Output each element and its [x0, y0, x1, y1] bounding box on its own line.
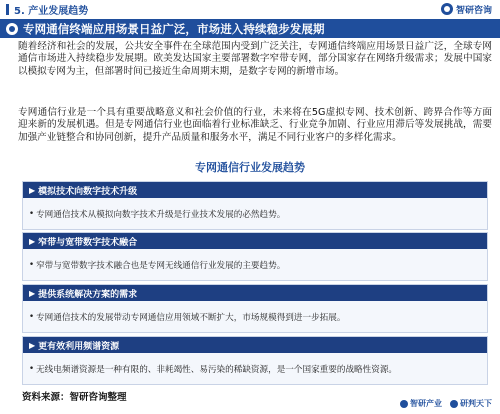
footer-logo-icon [450, 400, 458, 408]
footer-logo-1-text: 智研产业 [410, 399, 442, 408]
trend-title: 专网通信行业发展趋势 [195, 161, 305, 174]
bullet-icon: • [29, 311, 35, 322]
trend-card-body-text: 专网通信技术的发展带动专网通信应用领域不断扩大，市场规模得到进一步拓展。 [36, 312, 346, 323]
title-bar [0, 19, 500, 38]
arrow-right-icon: ▶ [29, 340, 36, 350]
trend-card-head-text: 更有效利用频谱资源 [38, 341, 120, 352]
trend-card-body [23, 353, 487, 384]
source-note: 资料来源：智研咨询整理 [22, 392, 127, 403]
footer-logo-2-text: 研判天下 [460, 399, 492, 408]
brand-name: 智研咨询 [455, 5, 492, 16]
arrow-right-icon: ▶ [29, 288, 36, 298]
trend-card-body [23, 249, 487, 280]
trend-card-2 [22, 232, 488, 281]
trend-card-body-text: 无线电频谱资源是一种有限的、非耗竭性、易污染的稀缺资源，是一个国家重要的战略性资源。 [36, 364, 398, 375]
trend-card-head [23, 182, 487, 198]
footer-logos [400, 398, 492, 409]
trend-card-3 [22, 284, 488, 333]
trend-card-1 [22, 181, 488, 230]
bullet-icon: • [29, 363, 35, 374]
footer-logo-2 [450, 398, 492, 409]
paragraph-2: 专网通信行业是一个具有重要战略意义和社会价值的行业，未来将在5G虚拟专网、技术创新、跨界合作等方面迎来新的发展机遇。但是专网通信行业也面临着行业标准缺乏、行业竞争加剧、行业应用滞后等发展挑战，需要加强产业链整合和协同创新，提升产品质量和服务水平，满足不同行业客户的多样化需求。 [18, 107, 492, 143]
brand [441, 3, 492, 16]
trend-card-4 [22, 336, 488, 385]
bullet-icon: • [29, 259, 35, 270]
page-title: 专网通信终端应用场景日益广泛，市场进入持续稳步发展期 [23, 21, 325, 36]
trend-card-head-text: 提供系统解决方案的需求 [38, 289, 138, 300]
trend-card-body-text: 窄带与宽带数字技术融合也是专网无线通信行业发展的主要趋势。 [36, 260, 286, 271]
arrow-right-icon: ▶ [29, 236, 36, 246]
bullet-icon: • [29, 208, 35, 219]
footer-logo-1 [400, 398, 442, 409]
section-label [6, 2, 88, 17]
footer-logo-icon [400, 400, 408, 408]
paragraph-1: 随着经济和社会的发展，公共安全事件在全球范围内受到广泛关注，专网通信终端应用场景日益广泛，全球专网通信市场进入持续稳步发展期。欧美发达国家主要部署数字窄带专网，部分国家存在网络升级需求；发展中国家以模拟专网为主，但部署时间已接近生命周期末期，是数字专网的新增市场。 [18, 41, 492, 77]
trend-card-head [23, 233, 487, 249]
section-label-text: 5. 产业发展趋势 [14, 5, 89, 17]
trend-card-body [23, 198, 487, 229]
top-bar [0, 0, 500, 18]
section-bar-icon [6, 4, 9, 15]
trend-card-body [23, 301, 487, 332]
trend-card-head [23, 285, 487, 301]
brand-logo-icon [441, 3, 453, 15]
trend-card-head-text: 模拟技术向数字技术升级 [38, 186, 138, 197]
trend-card-body-text: 专网通信技术从模拟向数字技术升级是行业技术发展的必然趋势。 [36, 209, 286, 220]
title-circle-icon [6, 23, 18, 35]
arrow-right-icon: ▶ [29, 185, 36, 195]
trend-card-head-text: 窄带与宽带数字技术融合 [38, 237, 138, 248]
trend-card-head [23, 337, 487, 353]
